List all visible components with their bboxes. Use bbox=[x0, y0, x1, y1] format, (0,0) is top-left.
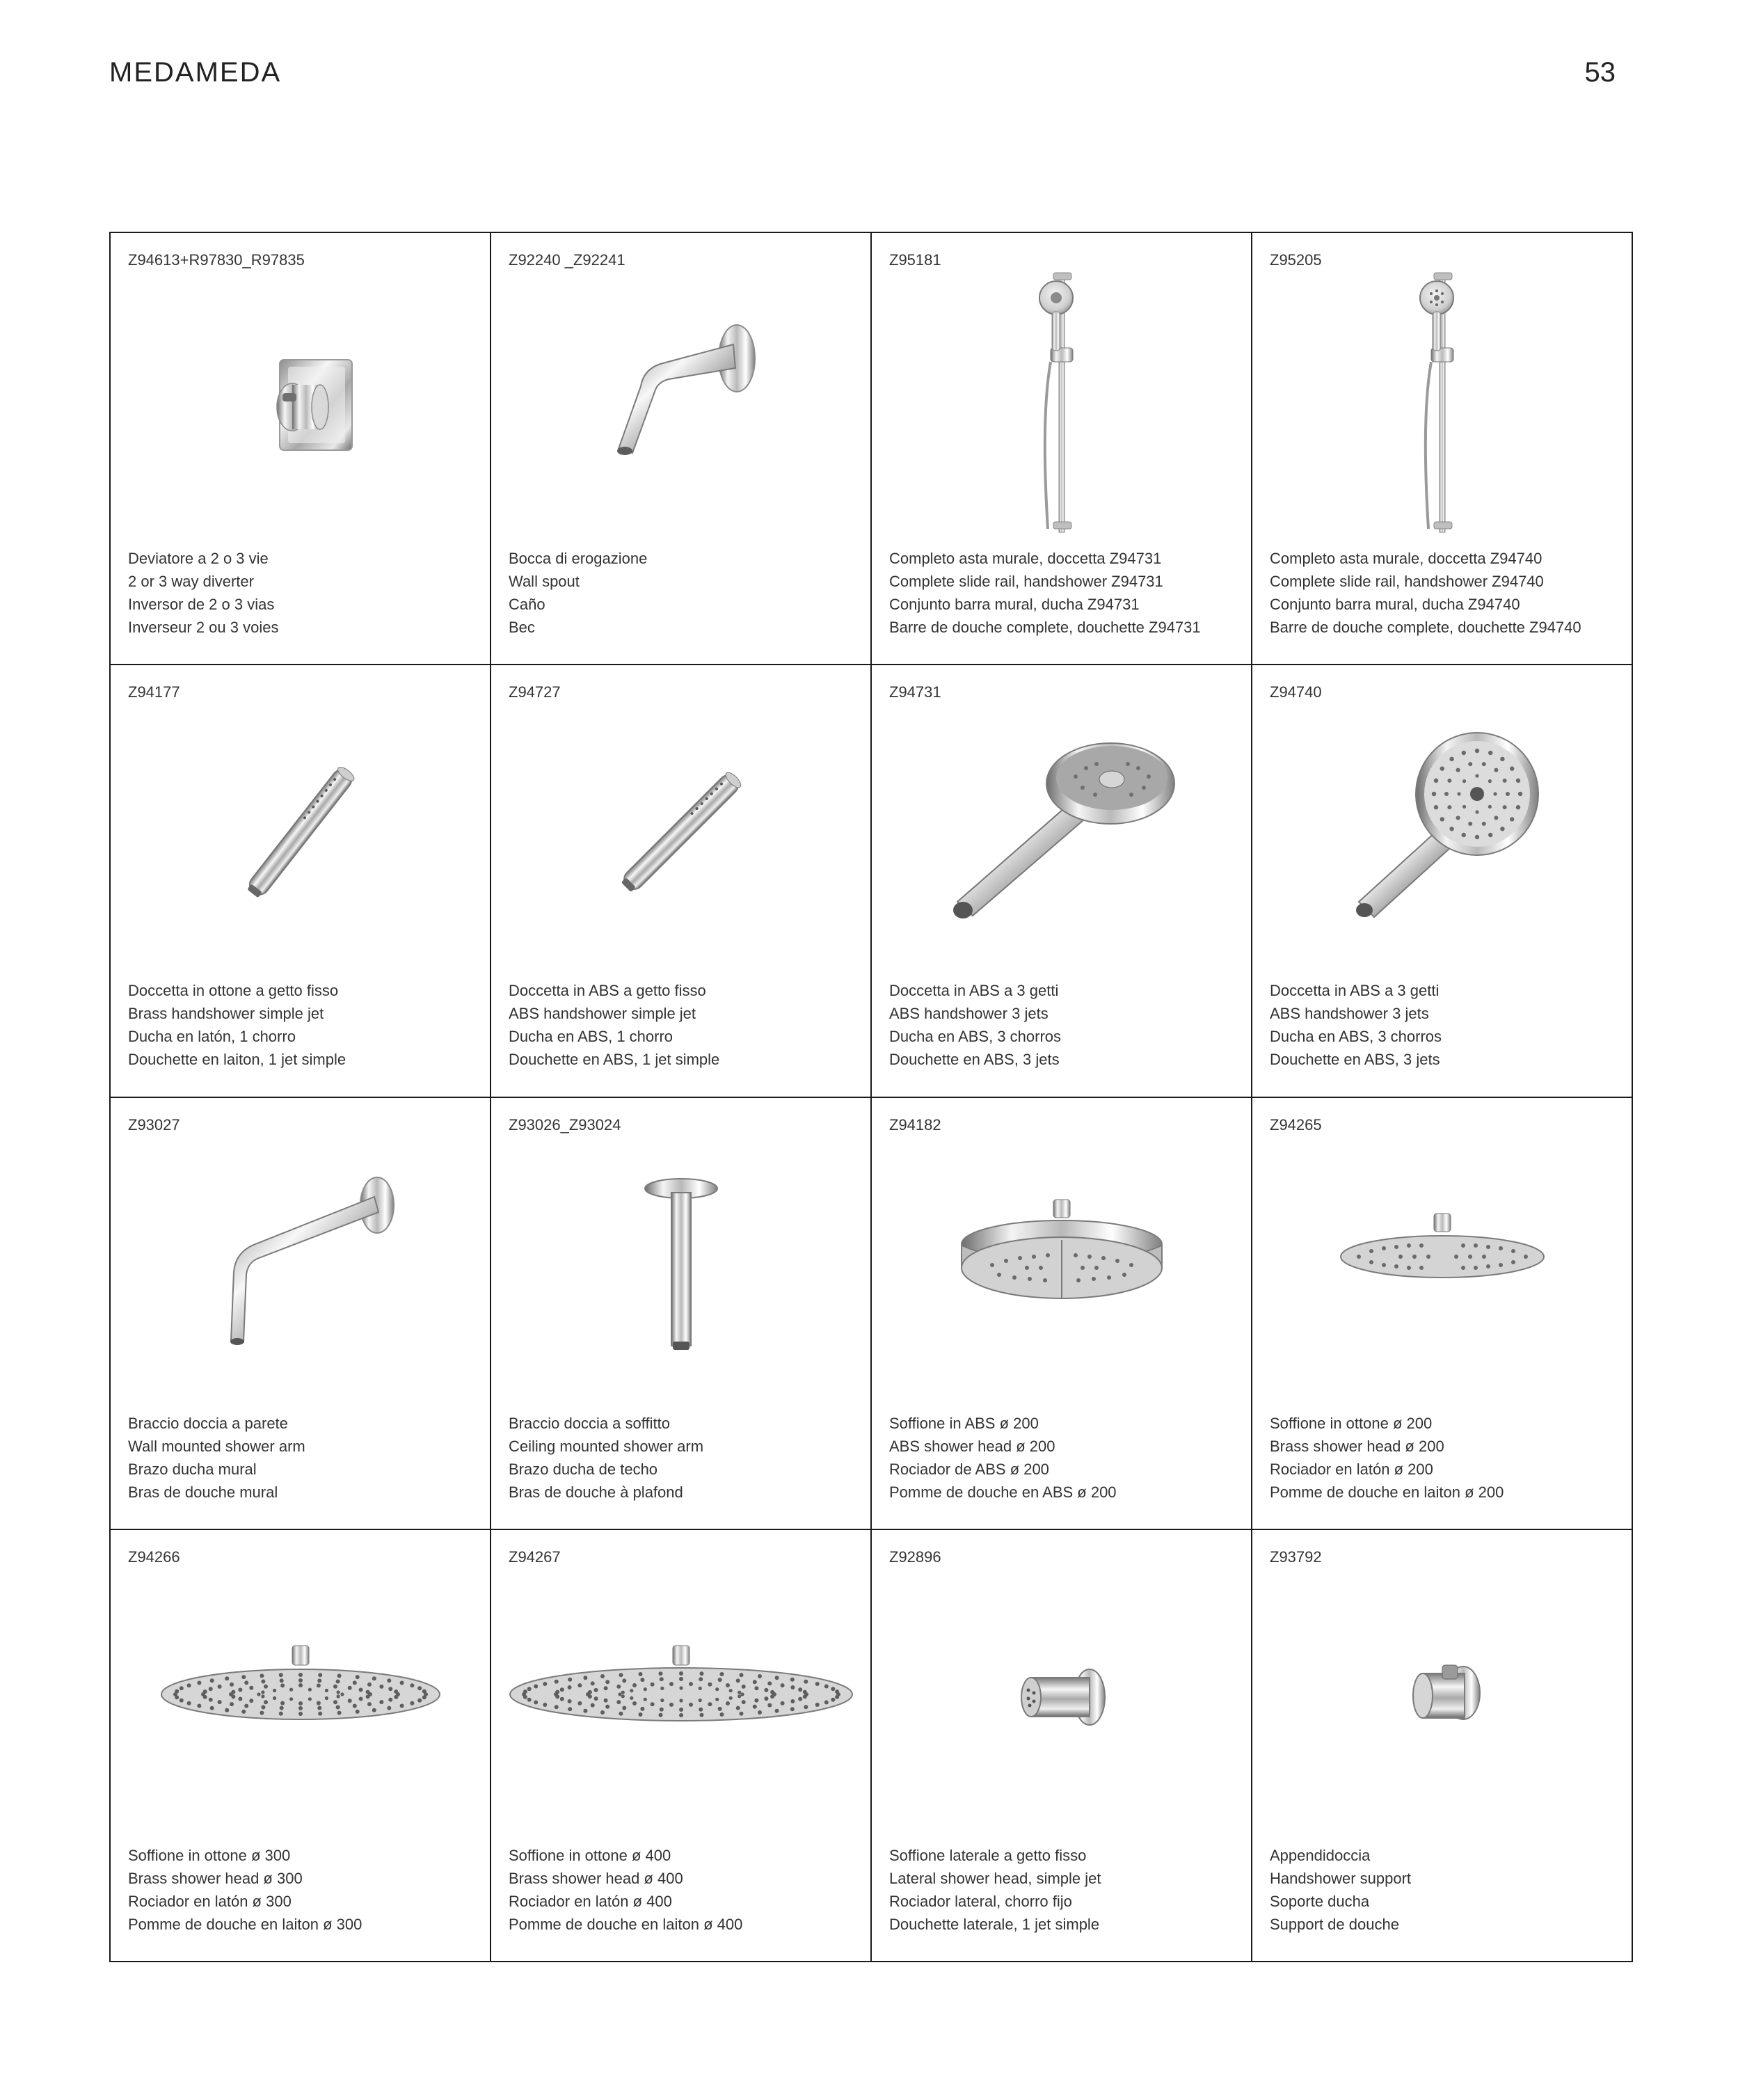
product-description: Soffione in ottone ø 200 Brass shower head ø 200 Rociador en latón ø 200 Pomme de douche en laiton ø 200 bbox=[1270, 1414, 1504, 1501]
product-cell bbox=[872, 233, 1252, 665]
product-code: Z94265 bbox=[1270, 1115, 1322, 1133]
stick-handshower-icon bbox=[125, 707, 476, 957]
slide-rail-icon bbox=[886, 275, 1237, 525]
product-grid bbox=[109, 232, 1633, 1962]
product-cell bbox=[872, 1098, 1252, 1530]
product-description: Soffione in ottone ø 300 Brass shower head ø 300 Rociador en latón ø 300 Pomme de douche en laiton ø 300 bbox=[128, 1846, 362, 1933]
product-description: Braccio doccia a parete Wall mounted shower arm Brazo ducha mural Bras de douche mural bbox=[128, 1414, 305, 1501]
shower-head-300-icon bbox=[125, 1572, 476, 1822]
diverter-icon bbox=[125, 275, 476, 525]
round-handshower-front-icon bbox=[1266, 707, 1618, 957]
product-code: Z93026_Z93024 bbox=[509, 1115, 621, 1133]
product-description: Completo asta murale, doccetta Z94731 Complete slide rail, handshower Z94731 Conjunto barra mural, ducha Z94731 Barre de douche complete, douchette Z94731 bbox=[889, 550, 1201, 636]
product-code: Z94177 bbox=[128, 683, 180, 701]
page-number: 53 bbox=[1584, 57, 1616, 88]
product-cell bbox=[1252, 233, 1633, 665]
product-code: Z92240 _Z92241 bbox=[509, 251, 625, 269]
round-handshower-side-icon bbox=[886, 707, 1237, 957]
product-description: Braccio doccia a soffitto Ceiling mounted shower arm Brazo ducha de techo Bras de douche à plafond bbox=[509, 1414, 704, 1501]
lateral-shower-head-icon bbox=[886, 1572, 1237, 1822]
product-cell bbox=[1252, 665, 1633, 1097]
product-code: Z94267 bbox=[509, 1548, 561, 1566]
product-cell bbox=[491, 1098, 872, 1530]
product-cell bbox=[1252, 1530, 1633, 1962]
product-description: Doccetta in ottone a getto fisso Brass handshower simple jet Ducha en latón, 1 chorro Douchette en laiton, 1 jet simple bbox=[128, 982, 346, 1069]
product-description: Soffione laterale a getto fisso Lateral shower head, simple jet Rociador lateral, chorro fijo Douchette laterale, 1 jet simple bbox=[889, 1846, 1101, 1933]
product-cell bbox=[491, 1530, 872, 1962]
shower-head-400-icon bbox=[505, 1572, 856, 1822]
wall-spout-icon bbox=[505, 275, 856, 525]
product-description: Bocca di erogazione Wall spout Caño Bec bbox=[509, 550, 648, 636]
product-cell bbox=[872, 1530, 1252, 1962]
wall-shower-arm-icon bbox=[125, 1140, 476, 1390]
product-cell bbox=[111, 665, 491, 1097]
product-code: Z95205 bbox=[1270, 251, 1322, 269]
brand-name: MEDAMEDA bbox=[109, 57, 282, 88]
product-code: Z94182 bbox=[889, 1115, 941, 1133]
product-description: Doccetta in ABS a getto fisso ABS handshower simple jet Ducha en ABS, 1 chorro Douchette en ABS, 1 jet simple bbox=[509, 982, 720, 1069]
product-code: Z94266 bbox=[128, 1548, 180, 1566]
product-cell bbox=[1252, 1098, 1633, 1530]
product-code: Z94727 bbox=[509, 683, 561, 701]
product-code: Z94613+R97830_R97835 bbox=[128, 251, 305, 269]
product-cell bbox=[111, 1098, 491, 1530]
product-description: Doccetta in ABS a 3 getti ABS handshower 3 jets Ducha en ABS, 3 chorros Douchette en ABS, 3 jets bbox=[889, 982, 1062, 1069]
product-description: Soffione in ABS ø 200 ABS shower head ø 200 Rociador de ABS ø 200 Pomme de douche en ABS ø 200 bbox=[889, 1414, 1117, 1501]
product-cell bbox=[111, 233, 491, 665]
stick-handshower-icon bbox=[505, 707, 856, 957]
product-cell bbox=[111, 1530, 491, 1962]
product-code: Z94731 bbox=[889, 683, 941, 701]
shower-head-200-abs-icon bbox=[886, 1140, 1237, 1390]
product-cell bbox=[872, 665, 1252, 1097]
product-code: Z93027 bbox=[128, 1115, 180, 1133]
product-cell bbox=[491, 233, 872, 665]
shower-head-200-brass-icon bbox=[1266, 1140, 1618, 1390]
slide-rail-icon bbox=[1266, 275, 1618, 525]
product-code: Z95181 bbox=[889, 251, 941, 269]
product-description: Soffione in ottone ø 400 Brass shower head ø 400 Rociador en latón ø 400 Pomme de douche en laiton ø 400 bbox=[509, 1846, 743, 1933]
handshower-support-icon bbox=[1266, 1572, 1618, 1822]
product-description: Deviatore a 2 o 3 vie 2 or 3 way diverter Inversor de 2 o 3 vias Inverseur 2 ou 3 voies bbox=[128, 550, 279, 636]
product-description: Appendidoccia Handshower support Soporte ducha Support de douche bbox=[1270, 1846, 1412, 1933]
ceiling-shower-arm-icon bbox=[505, 1140, 856, 1390]
product-description: Completo asta murale, doccetta Z94740 Complete slide rail, handshower Z94740 Conjunto barra mural, ducha Z94740 Barre de douche complete, douchette Z94740 bbox=[1270, 550, 1581, 636]
product-code: Z93792 bbox=[1270, 1548, 1322, 1566]
product-description: Doccetta in ABS a 3 getti ABS handshower 3 jets Ducha en ABS, 3 chorros Douchette en ABS, 3 jets bbox=[1270, 982, 1442, 1069]
product-code: Z94740 bbox=[1270, 683, 1322, 701]
product-code: Z92896 bbox=[889, 1548, 941, 1566]
product-cell bbox=[491, 665, 872, 1097]
